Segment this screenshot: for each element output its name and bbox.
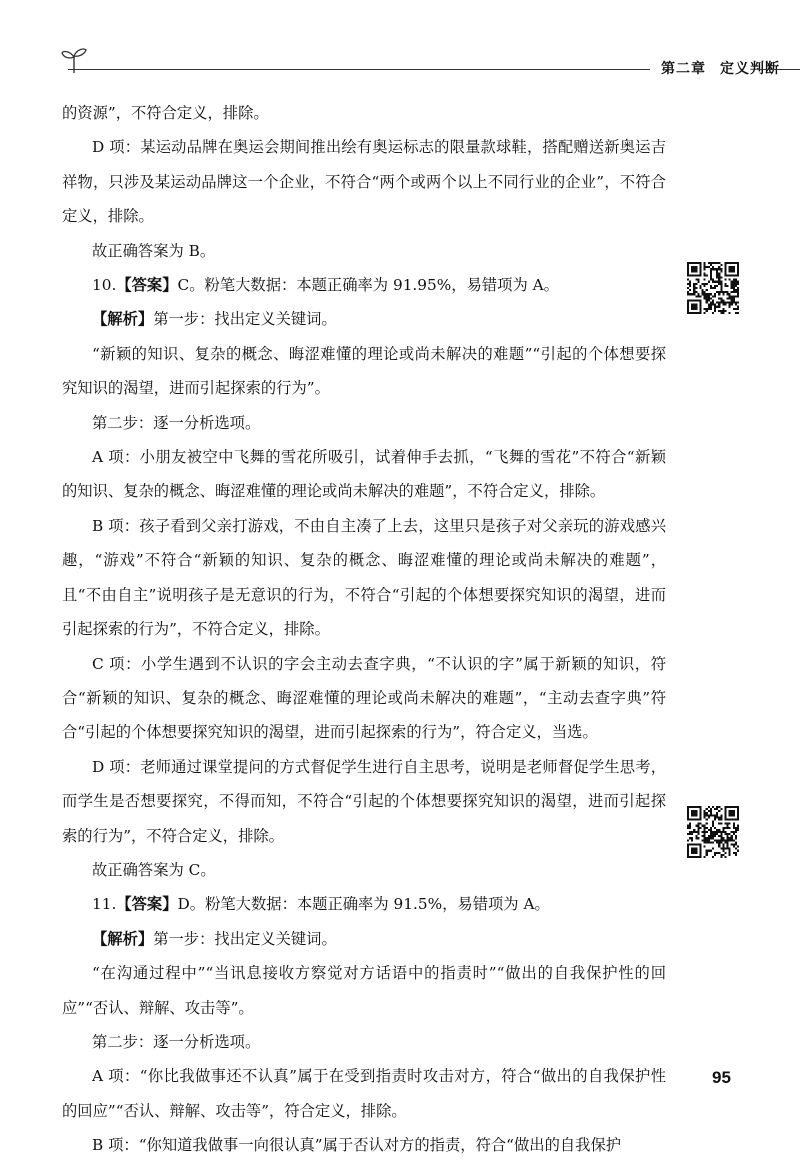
paragraph: D 项：某运动品牌在奥运会期间推出绘有奥运标志的限量款球鞋，搭配赠送新奥运吉祥物，只涉及某运动品牌这一个企业，不符合“两个或两个以上不同行业的企业”，不符合定义，排除。	[62, 138, 666, 226]
qr-code-icon	[687, 806, 739, 862]
paragraph: 第二步：逐一分析选项。	[92, 1032, 261, 1051]
paragraph: 第二步：逐一分析选项。	[92, 413, 261, 432]
paragraph: A 项：“你比我做事还不认真”属于在受到指责时攻击对方，符合“做出的自我保护性的回应”“否认、辩解、攻击等”，符合定义，排除。	[62, 1067, 666, 1120]
page-header	[58, 40, 800, 80]
analysis-heading: 【解析】第一步：找出定义关键词。	[92, 310, 337, 329]
qr-code-icon	[687, 262, 739, 318]
answer-line: 10.【答案】C。粉笔大数据：本题正确率为 91.95%，易错项为 A。	[92, 276, 559, 295]
paragraph: 的资源”，不符合定义，排除。	[62, 104, 269, 122]
paragraph: “新颖的知识、复杂的概念、晦涩难懂的理论或尚未解决的难题”“引起的个体想要探究知识的渴望，进而引起探索的行为”。	[62, 344, 666, 398]
header-divider	[68, 69, 650, 70]
analysis-heading: 【解析】第一步：找出定义关键词。	[92, 929, 337, 948]
paragraph: A 项：小朋友被空中飞舞的雪花所吸引，试着伸手去抓，“飞舞的雪花”不符合“新颖的知识、复杂的概念、晦涩难懂的理论或尚未解决的难题”，不符合定义，排除。	[62, 448, 666, 501]
paragraph: 故正确答案为 C。	[92, 860, 216, 879]
paragraph: D 项：老师通过课堂提问的方式督促学生进行自主思考，说明是老师督促学生思考，而学生是否想要探究，不得而知，不符合“引起的个体想要探究知识的渴望，进而引起探索的行为”，不符合定义，排除。	[62, 757, 666, 845]
chapter-number: 第二章	[661, 61, 706, 77]
chapter-title	[661, 58, 780, 78]
paragraph: 故正确答案为 B。	[92, 241, 216, 260]
paragraph: “在沟通过程中”“当讯息接收方察觉对方话语中的指责时”“做出的自我保护性的回应”“否认、辩解、攻击等”。	[62, 964, 666, 1017]
paragraph: B 项：孩子看到父亲打游戏，不由自主凑了上去，这里只是孩子对父亲玩的游戏感兴趣，“游戏”不符合“新颖的知识、复杂的概念、晦涩难懂的理论或尚未解决的难题”，且“不由自主”说明孩子是无意识的行为，不符合“引起的个体想要探究知识的渴望，进而引起探索的行为”，不符合定义，排除。	[62, 516, 666, 639]
section-title: 定义判断	[720, 61, 780, 77]
header-divider-end	[758, 69, 800, 70]
page-body	[62, 96, 666, 1163]
answer-line: 11.【答案】D。粉笔大数据：本题正确率为 91.5%，易错项为 A。	[92, 895, 550, 914]
paragraph: C 项：小学生遇到不认识的字会主动去查字典，“不认识的字”属于新颖的知识，符合“新颖的知识、复杂的概念、晦涩难懂的理论或尚未解决的难题”，“主动去查字典”符合“引起的个体想要探究知识的渴望，进而引起探索的行为”，符合定义，当选。	[62, 654, 666, 742]
paragraph: B 项：“你知道我做事一向很认真”属于否认对方的指责，符合“做出的自我保护	[92, 1136, 622, 1155]
page-number: 95	[712, 1068, 731, 1087]
